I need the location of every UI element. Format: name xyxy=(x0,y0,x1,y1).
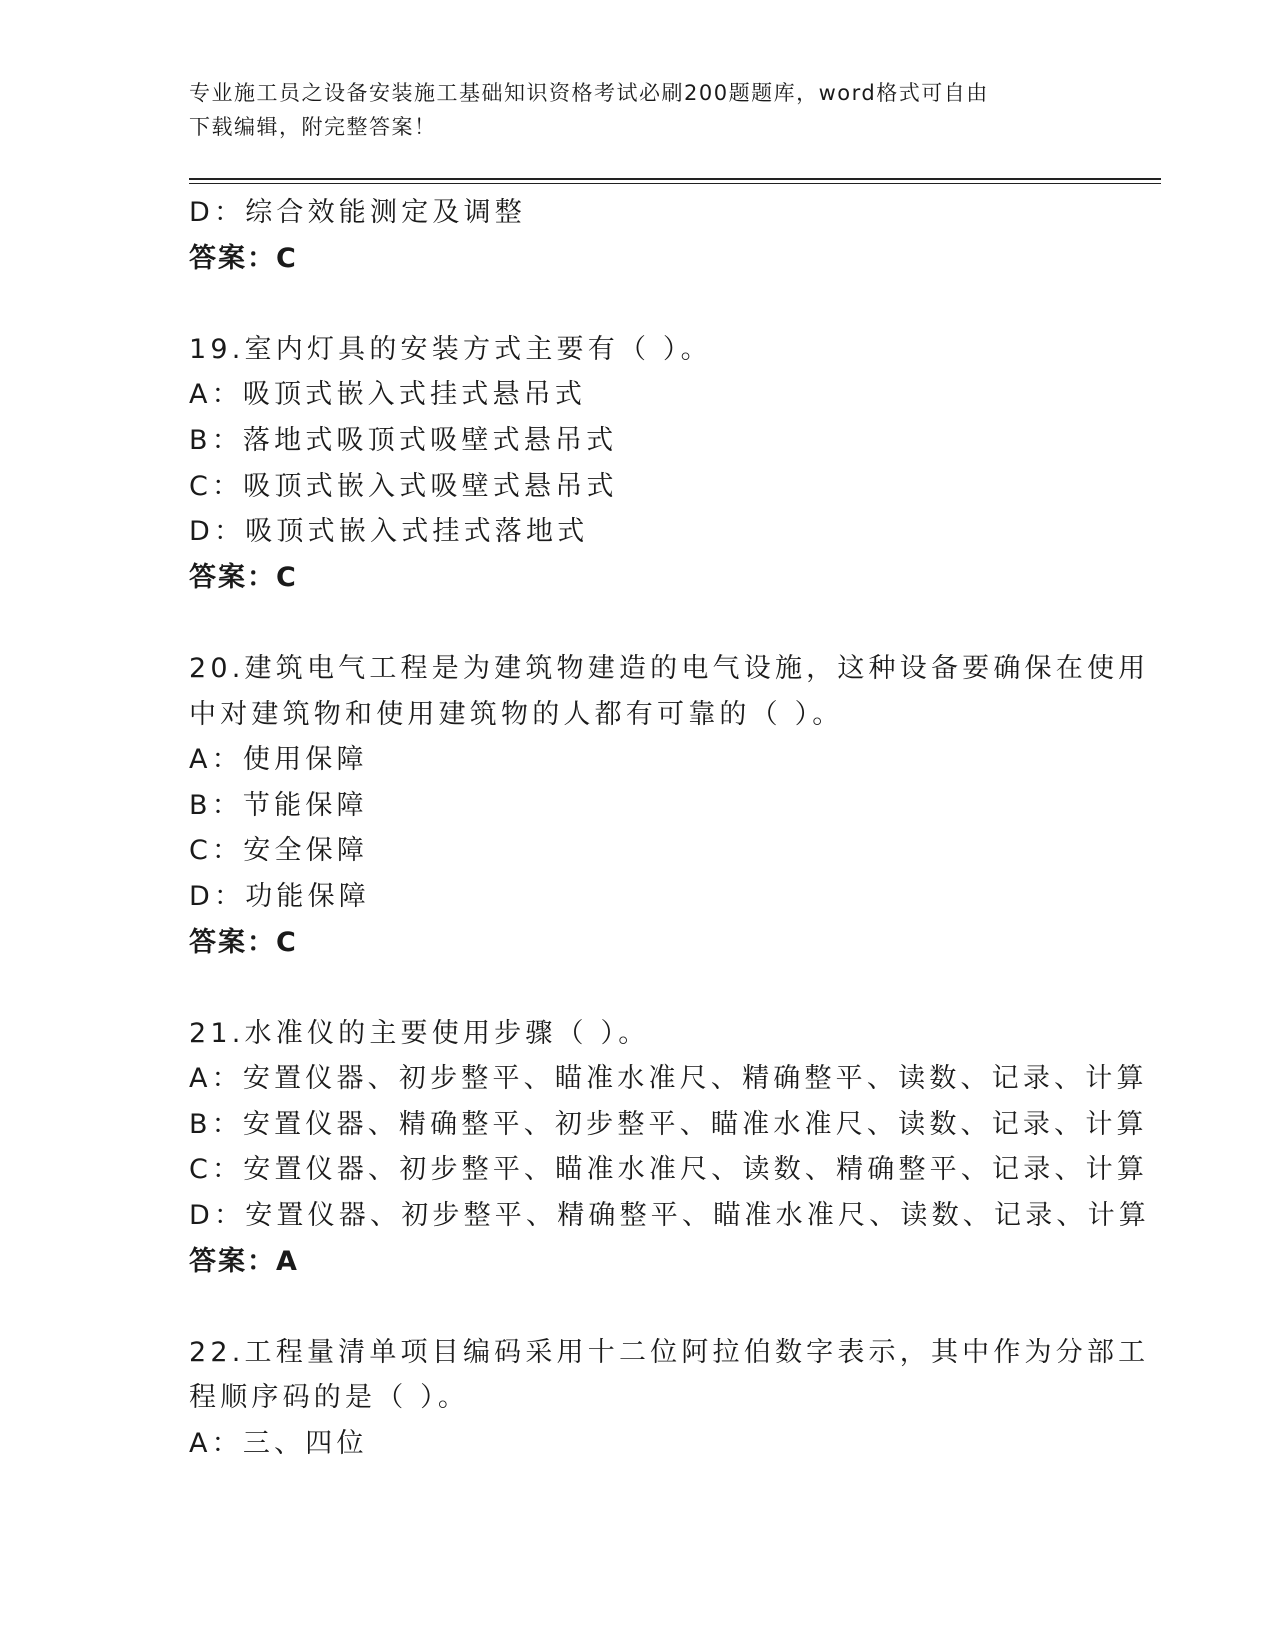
q20-stem-line-2: 中对建筑物和使用建筑物的人都有可靠的（ ）。 xyxy=(189,698,844,730)
q21-option-b: B：安置仪器、精确整平、初步整平、瞄准水准尺、读数、记录、计算 xyxy=(189,1108,1148,1140)
q18-option-d: D：综合效能测定及调整 xyxy=(189,197,526,228)
q20-option-c: C：安全保障 xyxy=(189,835,369,867)
q20-option-b: B：节能保障 xyxy=(189,789,368,821)
q20-stem-line-1: 20.建筑电气工程是为建筑物建造的电气设施，这种设备要确保在使用 xyxy=(189,652,1150,684)
q19-option-a: A：吸顶式嵌入式挂式悬吊式 xyxy=(189,379,587,411)
q22-option-a: A：三、四位 xyxy=(189,1428,368,1460)
header-divider-thick xyxy=(189,178,1161,180)
q19-option-b: B：落地式吸顶式吸壁式悬吊式 xyxy=(189,424,618,456)
q21-option-a: A：安置仪器、初步整平、瞄准水准尺、精确整平、读数、记录、计算 xyxy=(189,1063,1148,1095)
q19-answer: 答案：C xyxy=(189,561,298,593)
q20-option-a: A：使用保障 xyxy=(189,744,368,776)
spacer xyxy=(189,1284,1109,1330)
spacer xyxy=(189,281,1109,327)
q22-stem-line-2: 程顺序码的是（ ）。 xyxy=(189,1382,470,1414)
q22-stem-line-1: 22.工程量清单项目编码采用十二位阿拉伯数字表示，其中作为分部工 xyxy=(189,1336,1150,1368)
header-line-1: 专业施工员之设备安装施工基础知识资格考试必刷200题题库，word格式可自由 xyxy=(189,81,989,105)
q21-stem: 21.水准仪的主要使用步骤（ ）。 xyxy=(189,1017,650,1049)
q19-stem: 19.室内灯具的安装方式主要有（ ）。 xyxy=(189,333,712,365)
q20-answer: 答案：C xyxy=(189,926,298,958)
q19-option-d: D：吸顶式嵌入式挂式落地式 xyxy=(189,516,589,548)
q21-option-d: D：安置仪器、初步整平、精确整平、瞄准水准尺、读数、记录、计算 xyxy=(189,1200,1150,1232)
q21-option-c: C：安置仪器、初步整平、瞄准水准尺、读数、精确整平、记录、计算 xyxy=(189,1154,1149,1186)
header-divider-thin xyxy=(189,183,1161,184)
q18-answer: 答案：C xyxy=(189,242,298,274)
spacer xyxy=(189,600,1109,646)
document-header xyxy=(189,76,1089,144)
question-list xyxy=(189,190,1150,1467)
q20-option-d: D：功能保障 xyxy=(189,880,370,912)
header-line-2: 下载编辑，附完整答案！ xyxy=(189,115,437,139)
spacer xyxy=(189,965,1109,1011)
q19-option-c: C：吸顶式嵌入式吸壁式悬吊式 xyxy=(189,470,618,502)
q21-answer: 答案：A xyxy=(189,1245,299,1277)
